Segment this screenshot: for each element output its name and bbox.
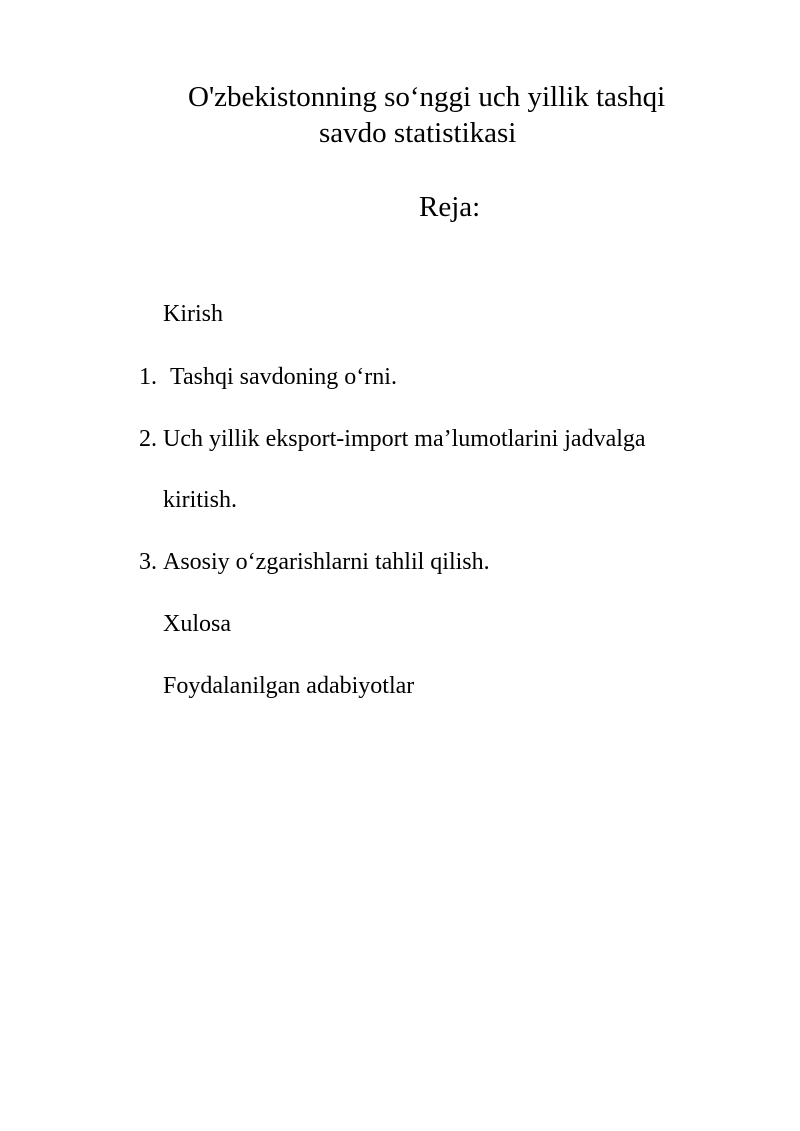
plan-heading: Reja:	[419, 191, 481, 223]
plan-item-1-number: 1.	[139, 364, 157, 390]
plan-item-3-text: Asosiy o‘zgarishlarni tahlil qilish.	[163, 549, 490, 575]
document-title-line-1: O'zbekistonning so‘nggi uch yillik tashqi	[188, 81, 666, 113]
plan-item-2-number: 2.	[139, 426, 157, 452]
plan-item-3-number: 3.	[139, 549, 157, 575]
document-title-line-2: savdo statistikasi	[319, 117, 517, 149]
plan-item-2-text: Uch yillik eksport-import ma’lumotlarini jadvalga	[163, 426, 646, 452]
plan-conclusion: Xulosa	[163, 611, 231, 637]
plan-item-1-text: Tashqi savdoning o‘rni.	[170, 364, 397, 390]
plan-intro: Kirish	[163, 301, 223, 327]
plan-references: Foydalanilgan adabiyotlar	[163, 673, 415, 699]
plan-item-2-continuation: kiritish.	[163, 487, 238, 513]
